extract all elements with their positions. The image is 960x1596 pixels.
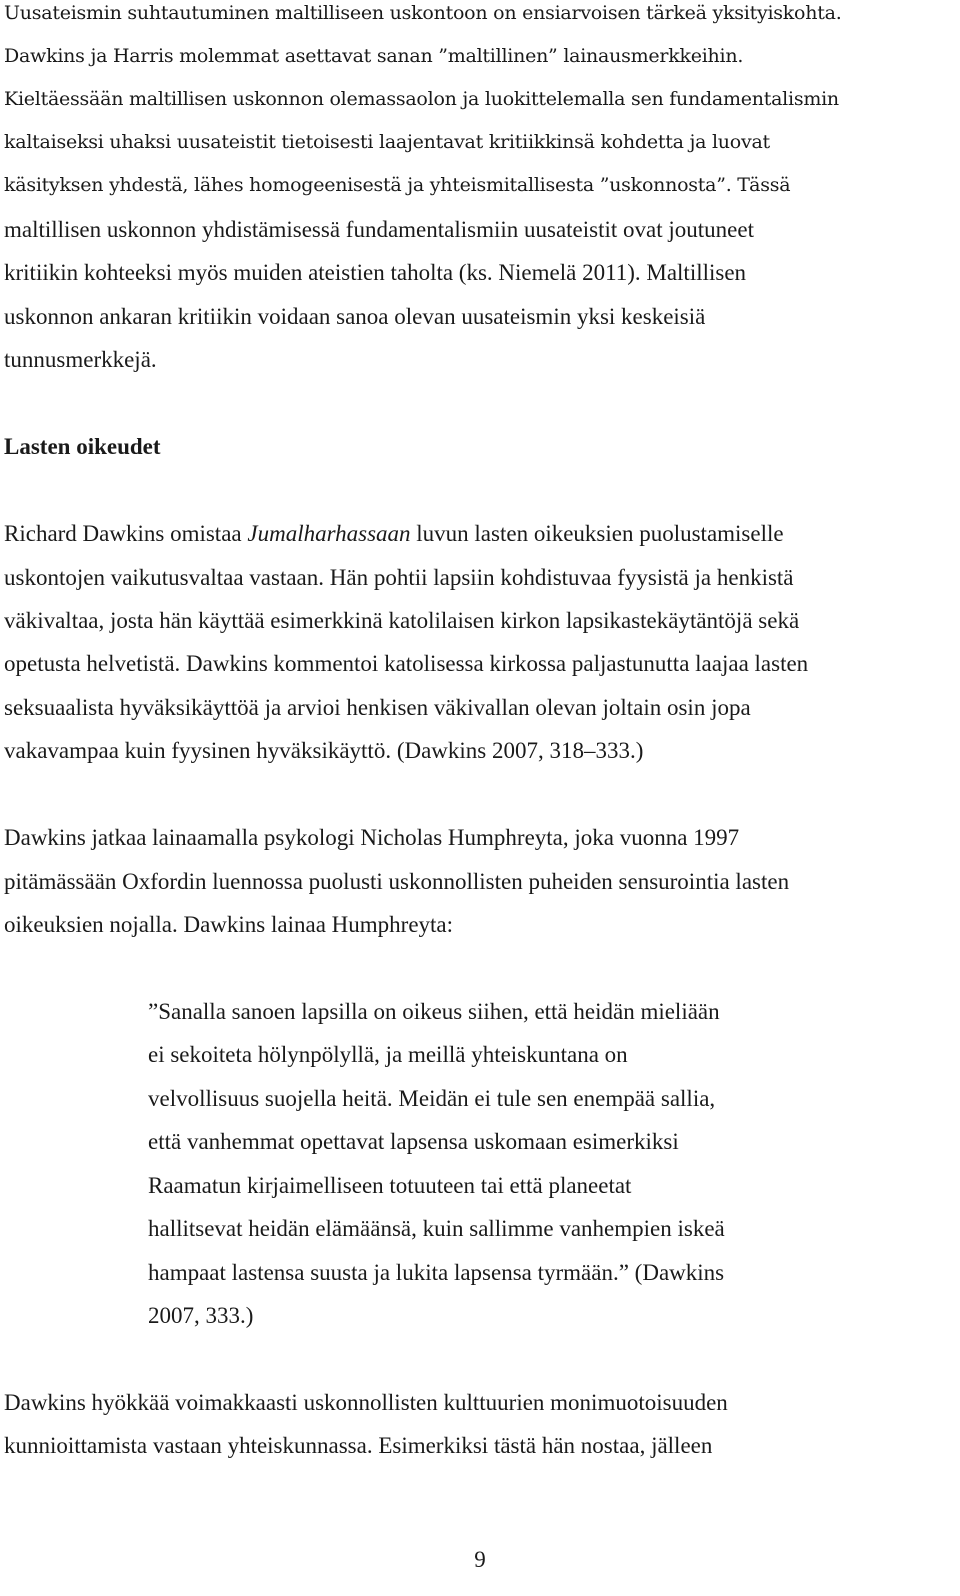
paragraph-2-line-3: väkivaltaa, josta hän käyttää esimerkkinä katolilaisen kirkon lapsikastekäytäntöjä sekä [4,608,800,633]
quote-line-3: velvollisuus suojella heitä. Meidän ei tule sen enempää sallia, [148,1086,716,1111]
paragraph-3-line-2: pitämässään Oxfordin luennossa puolusti uskonnollisten puheiden sensurointia lasten [4,869,790,894]
paragraph-1-line-6: maltillisen uskonnon yhdistämisessä fundamentalismiin uusateistit ovat joutuneet [4,217,754,242]
paragraph-1-line-9: tunnusmerkkejä. [4,347,157,372]
page-number: 9 [474,1547,486,1572]
paragraph-1-line-7: kritiikin kohteeksi myös muiden ateistien taholta (ks. Niemelä 2011). Maltillisen [4,260,747,285]
paragraph-2-line-1 [4,522,784,545]
paragraph-2-line-1-post: luvun lasten oikeuksien puolustamiselle [410,521,784,546]
quote-line-6: hallitsevat heidän elämäänsä, kuin sallimme vanhempien iskeä [148,1216,725,1241]
paragraph-2-line-6: vakavampaa kuin fyysinen hyväksikäyttö. (Dawkins 2007, 318–333.) [4,738,644,763]
quote-line-8: 2007, 333.) [148,1303,254,1328]
paragraph-2-line-2: uskontojen vaikutusvaltaa vastaan. Hän pohtii lapsiin kohdistuvaa fyysistä ja henkistä [4,565,794,590]
quote-line-5: Raamatun kirjaimelliseen totuuteen tai että planeetat [148,1173,632,1198]
paragraph-3-line-1: Dawkins jatkaa lainaamalla psykologi Nicholas Humphreyta, joka vuonna 1997 [4,825,740,850]
book-title: Jumalharhassaan [247,521,411,546]
paragraph-4-line-2: kunnioittamista vastaan yhteiskunnassa. Esimerkiksi tästä hän nostaa, jälleen [4,1433,713,1458]
paragraph-4-line-1: Dawkins hyökkää voimakkaasti uskonnollisten kulttuurien monimuotoisuuden [4,1390,728,1415]
paragraph-1-line-5: käsityksen yhdestä, lähes homogeenisestä ja yhteismitallisesta ”uskonnosta”. Tässä [4,174,791,196]
paragraph-1-line-8: uskonnon ankaran kritiikin voidaan sanoa olevan uusateismin yksi keskeisiä [4,304,706,329]
section-heading: Lasten oikeudet [4,434,161,459]
quote-line-2: ei sekoiteta hölynpölyllä, ja meillä yhteiskuntana on [148,1042,628,1067]
paragraph-2-line-4: opetusta helvetistä. Dawkins kommentoi katolisessa kirkossa paljastunutta laajaa lasten [4,651,809,676]
quote-line-1: ”Sanalla sanoen lapsilla on oikeus siihen, että heidän mieliään [148,999,720,1024]
paragraph-2-line-5: seksuaalista hyväksikäyttöä ja arvioi henkisen väkivallan olevan joltain osin jopa [4,695,751,720]
paragraph-2-line-1-pre: Richard Dawkins omistaa [4,521,248,546]
paragraph-1-line-1: Uusateismin suhtautuminen maltilliseen uskontoon on ensiarvoisen tärkeä yksityiskohta. [4,2,842,24]
paragraph-1-line-4: kaltaiseksi uhaksi uusateistit tietoisesti laajentavat kritiikkinsä kohdetta ja luovat [4,131,770,153]
paragraph-3-line-3: oikeuksien nojalla. Dawkins lainaa Humphreyta: [4,912,454,937]
paragraph-1-line-3: Kieltäessään maltillisen uskonnon olemassaolon ja luokittelemalla sen fundamentalismin [4,88,839,110]
quote-line-4: että vanhemmat opettavat lapsensa uskomaan esimerkiksi [148,1129,679,1154]
quote-line-7: hampaat lastensa suusta ja lukita lapsensa tyrmään.” (Dawkins [148,1260,725,1285]
paragraph-1-line-2: Dawkins ja Harris molemmat asettavat sanan ”maltillinen” lainausmerkkeihin. [4,45,744,67]
